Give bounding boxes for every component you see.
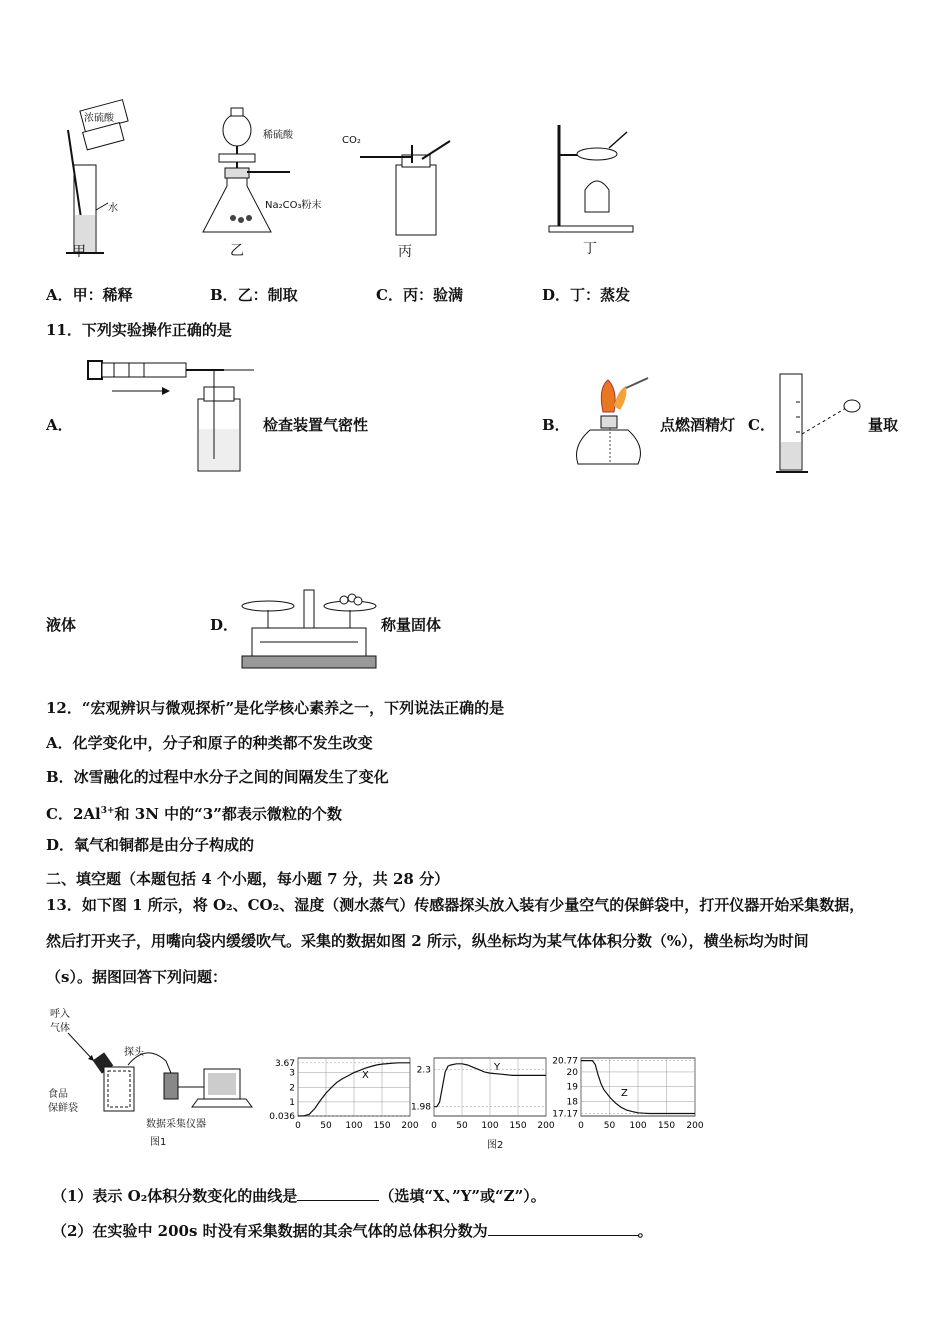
section-heading: 二、填空题（本题包括 4 个小题，每小题 7 分，共 28 分） xyxy=(46,870,450,888)
y-tick-label: 1.98 xyxy=(410,1102,431,1113)
q10-option-b: B．乙：制取 xyxy=(210,286,298,304)
label-breath-1: 呼入 xyxy=(50,1009,70,1020)
y-tick-label: 1 xyxy=(289,1097,295,1108)
fig2-caption: 图2 xyxy=(487,1140,504,1151)
label-water: 水 xyxy=(108,203,118,214)
y-tick-label: 20 xyxy=(566,1067,578,1078)
caption-b: 乙 xyxy=(230,243,244,259)
apparatus-c xyxy=(340,135,460,265)
x-tick-label: 150 xyxy=(657,1121,676,1131)
x-tick-label: 100 xyxy=(481,1121,499,1131)
y-tick-label: 3.67 xyxy=(274,1058,295,1069)
y-tick-label: 2 xyxy=(289,1083,295,1094)
q11-d-letter: D． xyxy=(210,616,239,634)
label-na2co3: Na₂CO₃粉末 xyxy=(265,200,322,211)
label-dilute-acid: 稀硫酸 xyxy=(263,130,293,141)
q12-c-pre: C．2Al xyxy=(46,805,101,823)
label-bag-2: 保鲜袋 xyxy=(48,1103,78,1114)
series-label-z: Z xyxy=(621,1088,628,1099)
q13-sub1 xyxy=(52,1186,546,1206)
label-co2: CO₂ xyxy=(342,135,361,146)
y-tick-label: 20.77 xyxy=(552,1056,578,1067)
x-tick-label: 0 xyxy=(295,1121,301,1131)
q12-c-sup: 3+ xyxy=(100,806,115,816)
q10-option-c: C．丙：验满 xyxy=(376,286,463,304)
chart-z xyxy=(545,1050,710,1140)
q12-stem: 12．“宏观辨识与微观探析”是化学核心素养之一，下列说法正确的是 xyxy=(46,699,505,717)
chart-x xyxy=(262,1050,422,1140)
caption-d: 丁 xyxy=(583,241,597,257)
y-tick-label: 18 xyxy=(566,1097,578,1108)
q11-b-letter: B． xyxy=(542,416,570,434)
q11-stem: 11．下列实验操作正确的是 xyxy=(46,321,232,339)
q13-line3: （s）。据图回答下列问题： xyxy=(46,968,227,986)
q13-sub1-pre: （1）表示 O₂体积分数变化的曲线是 xyxy=(52,1187,298,1205)
apparatus-a xyxy=(60,105,140,265)
q13-sub2-post: 。 xyxy=(637,1222,653,1240)
q12-option-a: A．化学变化中，分子和原子的种类都不发生改变 xyxy=(46,734,373,752)
x-tick-label: 50 xyxy=(320,1121,332,1131)
q11-d-text: 称量固体 xyxy=(381,616,442,634)
q13-sub2 xyxy=(52,1221,653,1241)
chart-y xyxy=(402,1050,555,1140)
x-tick-label: 0 xyxy=(431,1121,437,1131)
label-device: 数据采集仪器 xyxy=(146,1119,206,1130)
q11-c-text: 量取 xyxy=(868,416,899,434)
label-bag-1: 食品 xyxy=(48,1089,68,1100)
x-tick-label: 200 xyxy=(401,1121,419,1131)
q10-option-d: D．丁：蒸发 xyxy=(542,286,631,304)
answer-blank-2[interactable] xyxy=(488,1221,638,1236)
q11-b-text: 点燃酒精灯 xyxy=(660,416,736,434)
q12-option-c xyxy=(46,801,342,824)
y-tick-label: 17.17 xyxy=(552,1109,578,1120)
q11-c-letter: C． xyxy=(748,416,775,434)
x-tick-label: 150 xyxy=(373,1121,391,1131)
fig1-caption: 图1 xyxy=(150,1137,167,1148)
graduated-cylinder-diagram xyxy=(776,372,866,477)
x-tick-label: 100 xyxy=(345,1121,363,1131)
q11-a-text: 检查装置气密性 xyxy=(263,416,369,434)
q13-sub1-post: （选填“X、”Y”或“Z”）。 xyxy=(379,1187,546,1205)
q12-c-post: 和 3N 中的“3”都表示微粒的个数 xyxy=(114,805,342,823)
caption-c: 丙 xyxy=(398,244,412,260)
x-tick-label: 200 xyxy=(686,1121,704,1131)
airtightness-check-diagram xyxy=(84,355,259,475)
q11-c-text2: 液体 xyxy=(46,616,77,634)
answer-blank-1[interactable] xyxy=(297,1186,379,1201)
x-tick-label: 150 xyxy=(509,1121,527,1131)
apparatus-b xyxy=(195,108,355,268)
q11-a-letter: A． xyxy=(46,416,73,434)
label-conc-acid: 浓硫酸 xyxy=(84,113,114,124)
series-label-y: Y xyxy=(494,1062,501,1073)
q10-option-a: A．甲：稀释 xyxy=(46,286,133,304)
figure-1 xyxy=(46,1003,261,1153)
x-tick-label: 200 xyxy=(537,1121,555,1131)
y-tick-label: 19 xyxy=(566,1082,578,1093)
x-tick-label: 0 xyxy=(578,1121,584,1131)
balance-diagram xyxy=(240,580,380,672)
x-tick-label: 50 xyxy=(456,1121,468,1131)
sensor-setup-diagram xyxy=(46,1003,261,1153)
apparatus-d xyxy=(545,120,645,265)
x-tick-label: 50 xyxy=(603,1121,616,1131)
y-tick-label: 0.036 xyxy=(269,1112,295,1122)
series-label-x: X xyxy=(362,1070,369,1081)
alcohol-lamp-diagram xyxy=(568,376,653,476)
q12-option-d: D．氧气和铜都是由分子构成的 xyxy=(46,836,255,854)
q13-line2: 然后打开夹子，用嘴向袋内缓缓吹气。采集的数据如图 2 所示，纵坐标均为某气体体积分数（%），横坐标均为时间 xyxy=(46,932,809,950)
label-breath-2: 气体 xyxy=(50,1023,70,1034)
q13-sub2-pre: （2）在实验中 200s 时没有采集数据的其余气体的总体积分数为 xyxy=(52,1222,488,1240)
q12-option-b: B．冰雪融化的过程中水分子之间的间隔发生了变化 xyxy=(46,768,389,786)
y-tick-label: 3 xyxy=(289,1068,295,1079)
caption-a: 甲 xyxy=(72,244,86,260)
label-probe: 探头 xyxy=(124,1047,144,1058)
y-tick-label: 2.3 xyxy=(416,1065,431,1076)
x-tick-label: 100 xyxy=(629,1121,647,1131)
q13-line1: 13．如下图 1 所示，将 O₂、CO₂、湿度（测水蒸气）传感器探头放入装有少量空气的保鲜袋中，打开仪器开始采集数据， xyxy=(46,896,865,914)
